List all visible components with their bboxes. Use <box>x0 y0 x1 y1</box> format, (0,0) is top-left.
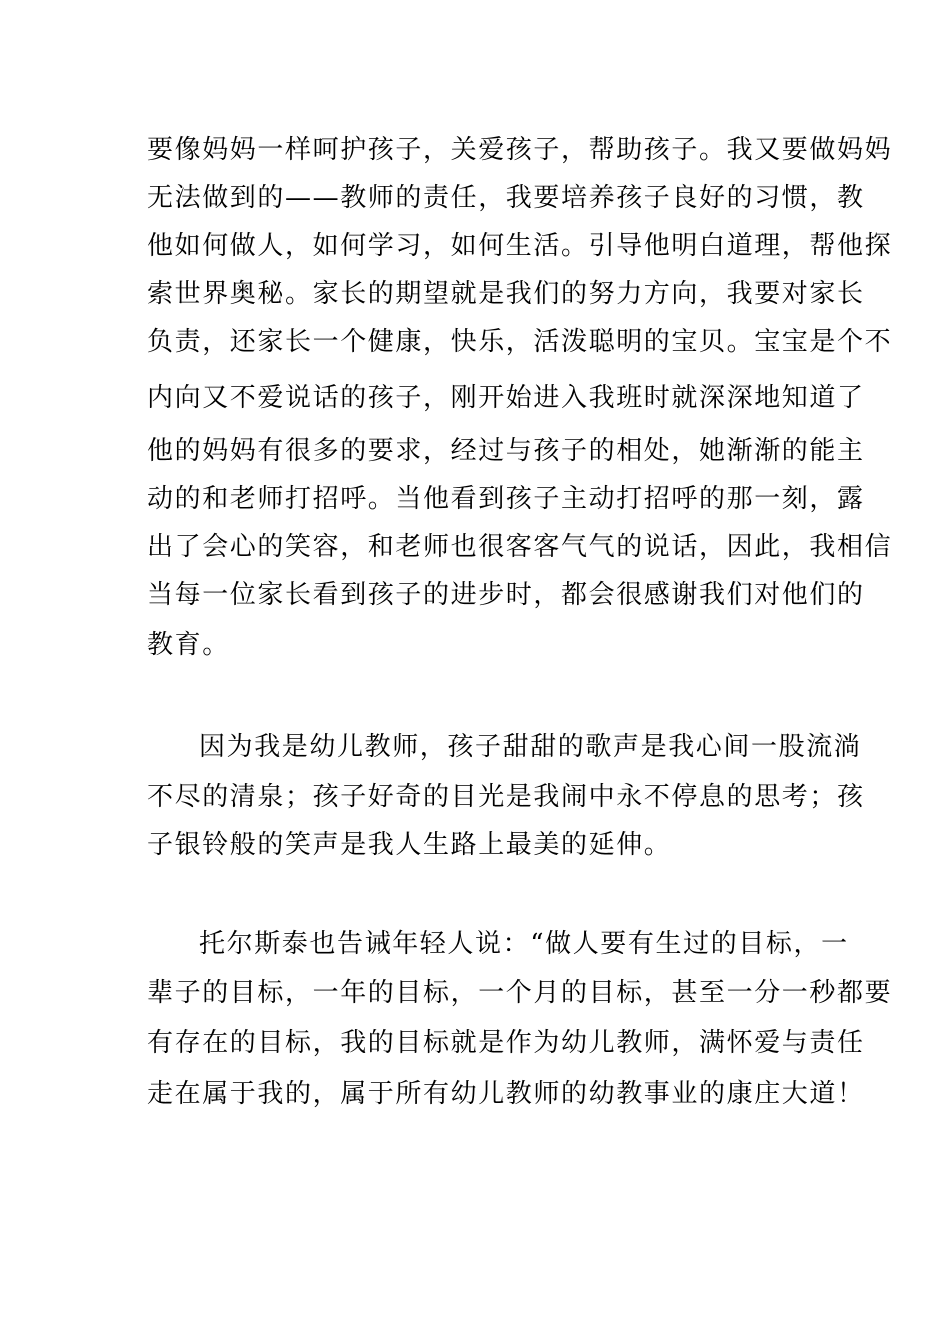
text-line: 托尔斯泰也告诫年轻人说：“做人要有生过的目标，一 <box>199 929 849 959</box>
text-line: 辈子的目标，一年的目标，一个月的目标，甚至一分一秒都要 <box>147 978 893 1008</box>
text-line: 教育。 <box>147 630 230 660</box>
text-line: 不尽的清泉；孩子好奇的目光是我闹中永不停息的思考；孩 <box>147 782 865 812</box>
text-line: 他如何做人，如何学习，如何生活。引导他明白道理，帮他探 <box>147 231 893 261</box>
text-line: 无法做到的——教师的责任，我要培养孩子良好的习惯，教 <box>147 183 865 213</box>
text-line: 走在属于我的，属于所有幼儿教师的幼教事业的康庄大道！ <box>147 1079 865 1109</box>
text-line: 他的妈妈有很多的要求，经过与孩子的相处，她渐渐的能主 <box>147 436 865 466</box>
text-line: 要像妈妈一样呵护孩子，关爱孩子，帮助孩子。我又要做妈妈 <box>147 135 893 165</box>
text-line: 索世界奥秘。家长的期望就是我们的努力方向，我要对家长 <box>147 279 865 309</box>
text-line: 有存在的目标，我的目标就是作为幼儿教师，满怀爱与责任 <box>147 1028 865 1058</box>
text-line: 动的和老师打招呼。当他看到孩子主动打招呼的那一刻，露 <box>147 484 865 514</box>
text-line: 出了会心的笑容，和老师也很客客气气的说话，因此，我相信 <box>147 532 893 562</box>
text-line: 负责，还家长一个健康，快乐，活泼聪明的宝贝。宝宝是个不 <box>147 327 893 357</box>
text-line: 当每一位家长看到孩子的进步时，都会很感谢我们对他们的 <box>147 580 865 610</box>
text-line: 子银铃般的笑声是我人生路上最美的延伸。 <box>147 830 672 860</box>
text-line: 因为我是幼儿教师，孩子甜甜的歌声是我心间一股流淌 <box>199 732 862 762</box>
text-line: 内向又不爱说话的孩子，刚开始进入我班时就深深地知道了 <box>147 383 865 413</box>
